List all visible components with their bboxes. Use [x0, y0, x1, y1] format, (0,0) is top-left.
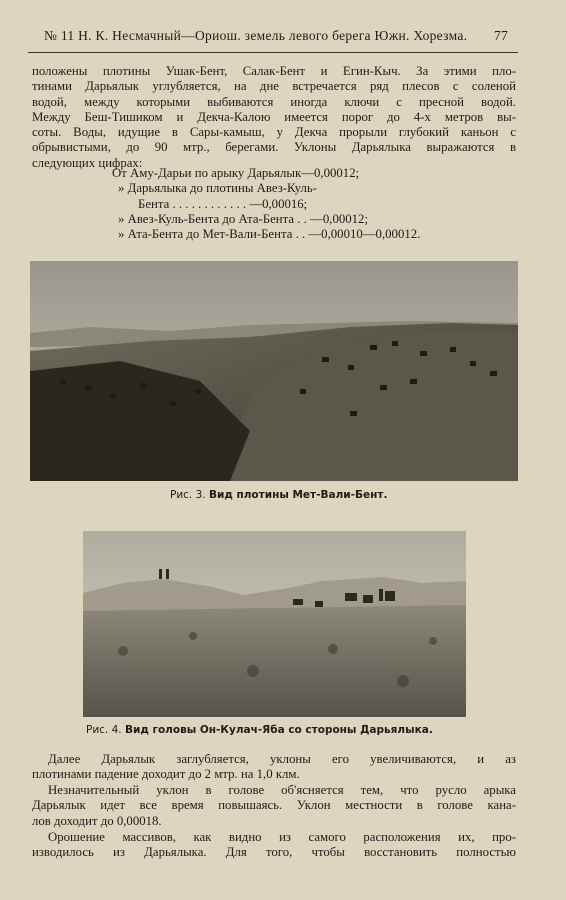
paragraph-1 [32, 64, 516, 171]
figure-3-label: Рис. 3. [170, 489, 206, 501]
text-line: положены плотины Ушак-Бент, Салак-Бент и Егин-Кыч. За этими пло- [32, 64, 516, 78]
text-line: обрывистыми, до 90 мтр., берегами. Уклоны Дарьялыка выражаются в [32, 140, 516, 155]
slope-row: » Ата-Бента до Мет-Вали-Бента . . —0,00010—0,00012. [118, 227, 421, 242]
text-line: Орошение массивов, как видно из самого расположения их, про- [48, 830, 516, 844]
slope-row: От Аму-Дарьи по арыку Дарьялык—0,00012; [112, 166, 360, 180]
photo-canal-head-image [83, 531, 466, 717]
text-line: Дарьялык идет все время повышаясь. Уклон местности в голове кана- [32, 798, 516, 813]
photo-dam-image [30, 261, 518, 481]
paragraph-2 [32, 752, 516, 783]
figure-4-label: Рис. 4. [86, 724, 122, 736]
figure-3-caption [170, 489, 387, 501]
figure-4-title: Вид головы Он-Кулач-Яба со стороны Дарьялыка. [124, 724, 433, 736]
figure-4-caption [86, 724, 433, 736]
photo-dam [30, 261, 518, 481]
photo-canal-head [83, 531, 466, 717]
slope-row: » Дарьялыка до плотины Авез-Куль- [118, 181, 317, 196]
text-line: Далее Дарьялык заглубляется, уклоны его увеличиваются, и аз [48, 752, 516, 766]
slope-list [112, 166, 512, 242]
figure-3-title: Вид плотины Мет-Вали-Бент. [208, 489, 388, 501]
text-line: водой, между которыми выбиваются иногда ключи с пресной водой. [32, 94, 516, 109]
slope-row: » Авез-Куль-Бента до Ата-Бента . . —0,00012; [118, 211, 369, 226]
paragraph-3 [32, 783, 516, 829]
page-number: 77 [494, 28, 509, 43]
header-rule [28, 52, 518, 53]
header-text: № 11 Н. К. Несмачный—Ориош. земель левого берега Южн. Хорезма. [44, 28, 468, 43]
text-line: Незначительный уклон в голове об'ясняется тем, что русло арыка [48, 783, 516, 797]
text-line: лов доходит до 0,00018. [32, 813, 162, 828]
text-line: Между Беш-Тишиком и Декча-Калою имеется порог до 4-х метров вы- [32, 109, 516, 124]
slope-row: Бента . . . . . . . . . . . . —0,00016; [138, 196, 308, 211]
text-line: соты. Воды, идущие в Сары-камыш, у Декча прорыли глубокий каньон с [32, 125, 516, 140]
text-line: следующих цифрах: [32, 155, 143, 170]
paragraph-4 [32, 830, 516, 861]
running-header [44, 28, 514, 44]
text-line: изводилось из Дарьялыка. Для того, чтобы восстановить полностью [32, 845, 516, 860]
text-line: плотинами падение доходит до 2 мтр. на 1,0 клм. [32, 767, 300, 782]
text-line: тинами Дарьялык углубляется, на дне встречается ряд плесов с соленой [32, 79, 516, 94]
